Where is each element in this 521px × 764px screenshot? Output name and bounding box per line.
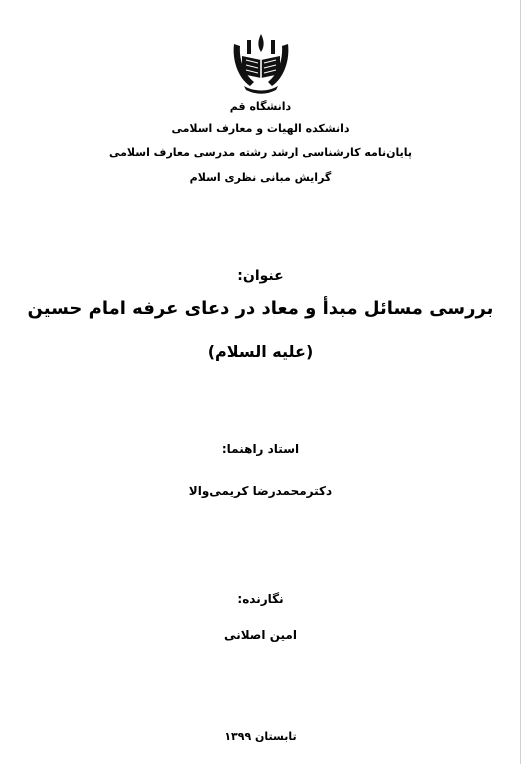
title-label: عنوان: [237,268,284,284]
advisor-label: استاد راهنما: [221,442,300,456]
thesis-type: پایان‌نامه کارشناسی ارشد رشته مدرسی معارف اسلامی [108,146,413,159]
advisor-name: دکترمحمدرضا کریمی‌والا [188,484,333,498]
university-name: دانشگاه قم [229,100,292,113]
faculty-name: دانشکده الهیات و معارف اسلامی [171,122,350,135]
author-label: نگارنده: [237,592,284,606]
thesis-title: بررسی مسائل مبدأ و معاد در دعای عرفه امام حسین [27,298,494,319]
specialization: گرایش مبانی نظری اسلام [189,171,332,184]
thesis-title-honorific: (علیه السلام) [207,342,314,361]
author-name: امین اصلانی [224,628,297,642]
university-emblem-icon [230,30,292,94]
submission-date: تابستان ۱۳۹۹ [224,730,297,743]
